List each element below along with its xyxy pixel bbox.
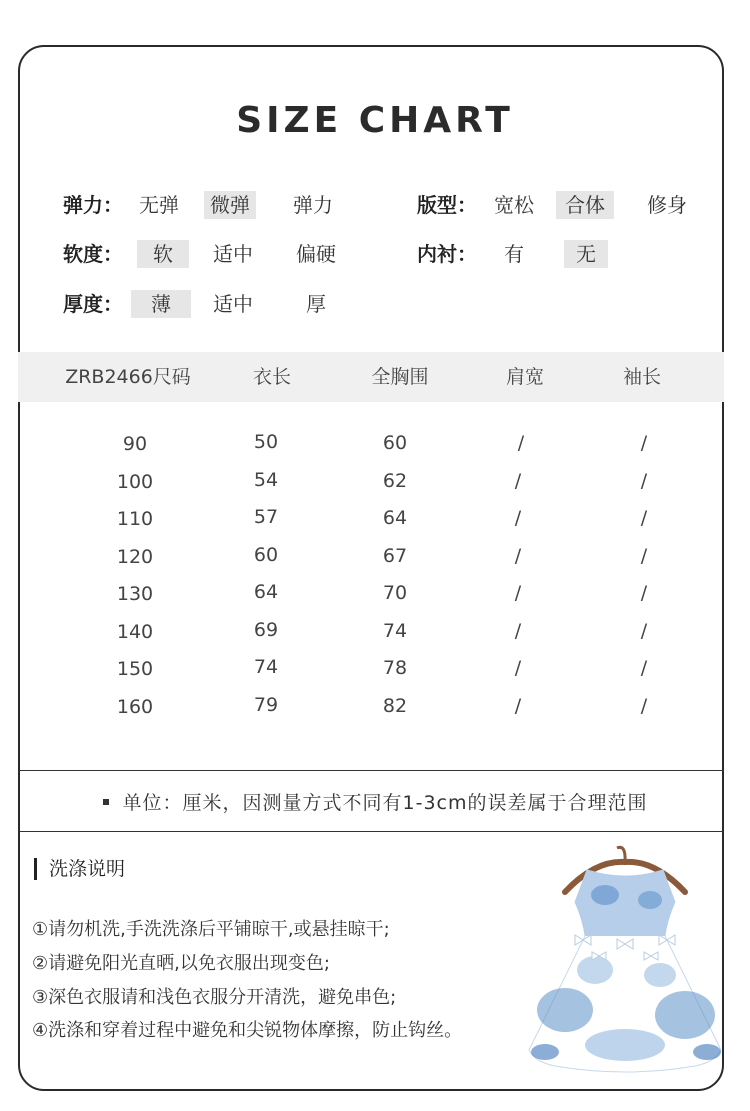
table-cell-shoulder: / xyxy=(514,507,522,529)
table-cell-length: 50 xyxy=(253,431,279,453)
table-cell-size: 130 xyxy=(116,583,154,605)
thickness-option-medium: 适中 xyxy=(213,292,253,316)
table-cell-chest: 67 xyxy=(382,545,408,567)
table-cell-shoulder: / xyxy=(514,657,522,679)
table-cell-shoulder: / xyxy=(514,582,522,604)
divider-bottom xyxy=(18,831,724,832)
elasticity-option-none: 无弹 xyxy=(139,193,179,217)
fit-label: 版型： xyxy=(417,193,477,217)
measurement-note xyxy=(0,788,750,815)
softness-label: 软度： xyxy=(63,242,123,266)
table-cell-length: 79 xyxy=(253,694,279,716)
lining-label: 内衬： xyxy=(417,242,477,266)
table-cell-sleeve: / xyxy=(640,695,648,717)
softness-option-soft-selected: 软 xyxy=(137,240,189,268)
table-cell-chest: 78 xyxy=(382,657,408,679)
softness-option-hard: 偏硬 xyxy=(296,242,336,266)
table-cell-size: 120 xyxy=(116,546,154,568)
thickness-option-thick: 厚 xyxy=(306,292,326,316)
bullet-icon xyxy=(103,799,109,805)
table-cell-size: 150 xyxy=(116,658,154,680)
table-header-size: ZRB2466尺码 xyxy=(65,366,191,388)
table-cell-shoulder: / xyxy=(514,695,522,717)
table-cell-length: 60 xyxy=(253,544,279,566)
fit-option-regular-selected: 合体 xyxy=(556,191,614,219)
table-cell-length: 74 xyxy=(253,656,279,678)
fit-option-loose: 宽松 xyxy=(494,193,534,217)
table-cell-shoulder: / xyxy=(514,470,522,492)
elasticity-option-slight-selected: 微弹 xyxy=(204,191,256,219)
table-cell-length: 54 xyxy=(253,469,279,491)
table-cell-length: 64 xyxy=(253,581,279,603)
washing-title: 洗涤说明 xyxy=(34,858,125,880)
softness-option-medium: 适中 xyxy=(213,242,253,266)
table-cell-chest: 60 xyxy=(382,432,408,454)
table-cell-chest: 82 xyxy=(382,695,408,717)
washing-line: ③深色衣服请和浅色衣服分开清洗，避免串色; xyxy=(32,987,397,1008)
lining-option-no-selected: 无 xyxy=(564,240,608,268)
table-cell-chest: 74 xyxy=(382,620,408,642)
table-cell-size: 100 xyxy=(116,471,154,493)
table-cell-size: 110 xyxy=(116,508,154,530)
table-cell-sleeve: / xyxy=(640,507,648,529)
table-cell-sleeve: / xyxy=(640,432,648,454)
table-header-length: 衣长 xyxy=(252,366,291,388)
elasticity-option-stretch: 弹力 xyxy=(293,193,333,217)
table-header-chest: 全胸围 xyxy=(371,366,429,388)
table-cell-chest: 64 xyxy=(382,507,408,529)
measurement-note-text: 单位：厘米，因测量方式不同有1-3cm的误差属于合理范围 xyxy=(122,792,648,814)
table-cell-shoulder: / xyxy=(514,620,522,642)
table-cell-sleeve: / xyxy=(640,620,648,642)
table-cell-chest: 62 xyxy=(382,470,408,492)
table-cell-shoulder: / xyxy=(517,432,525,454)
table-cell-size: 90 xyxy=(122,433,148,455)
table-cell-length: 57 xyxy=(253,506,279,528)
table-cell-sleeve: / xyxy=(640,657,648,679)
washing-line: ②请避免阳光直晒,以免衣服出现变色; xyxy=(32,953,330,974)
table-cell-sleeve: / xyxy=(640,582,648,604)
elasticity-label: 弹力： xyxy=(63,193,123,217)
lining-option-yes: 有 xyxy=(504,242,524,266)
table-cell-sleeve: / xyxy=(640,545,648,567)
thickness-label: 厚度： xyxy=(63,292,123,316)
washing-line: ①请勿机洗,手洗洗涤后平铺晾干,或悬挂晾干; xyxy=(32,919,390,940)
table-header-shoulder: 肩宽 xyxy=(505,366,544,388)
table-header-sleeve: 袖长 xyxy=(622,366,661,388)
dress-on-hanger-image xyxy=(525,840,725,1075)
page-title: SIZE CHART xyxy=(236,100,514,141)
table-cell-chest: 70 xyxy=(382,582,408,604)
fit-option-slim: 修身 xyxy=(647,193,687,217)
washing-line: ④洗涤和穿着过程中避免和尖锐物体摩擦，防止钩丝。 xyxy=(32,1020,463,1041)
table-cell-size: 160 xyxy=(116,696,154,718)
table-cell-size: 140 xyxy=(116,621,154,643)
thickness-option-thin-selected: 薄 xyxy=(131,290,191,318)
table-cell-sleeve: / xyxy=(640,470,648,492)
divider-top xyxy=(18,770,724,771)
table-cell-length: 69 xyxy=(253,619,279,641)
table-cell-shoulder: / xyxy=(514,545,522,567)
